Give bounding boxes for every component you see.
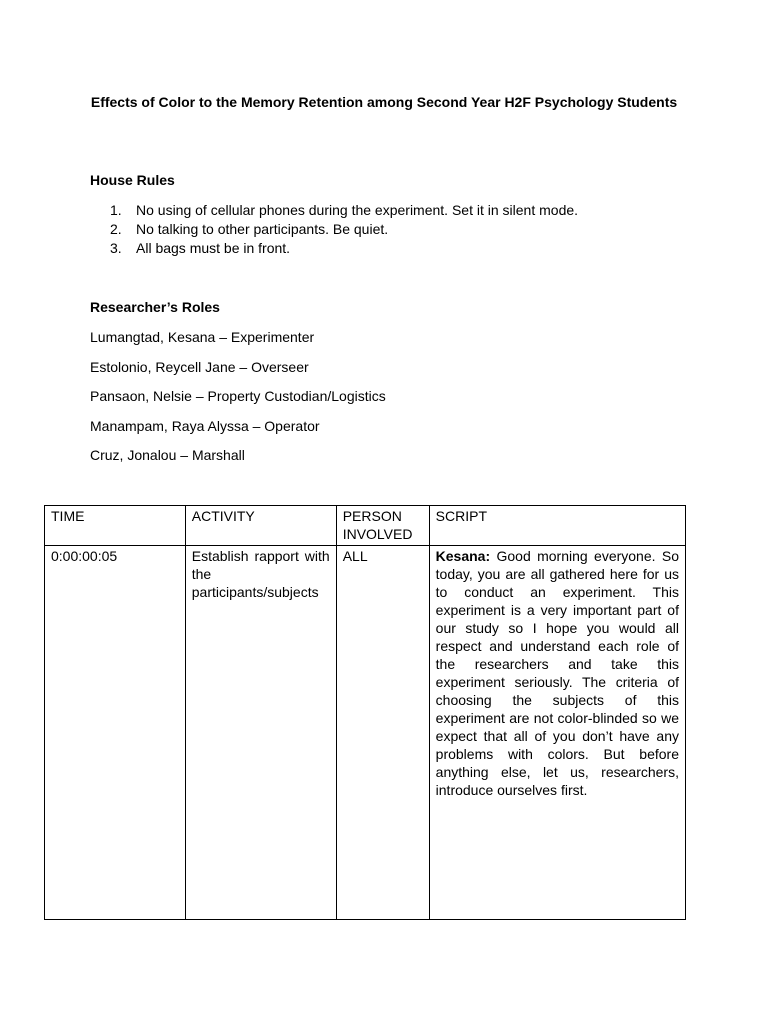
list-number: 1. [110,202,122,218]
header-time: TIME [45,506,186,546]
script-text: Good morning everyone. So today, you are all gathered here for us to conduct an experiment. This experiment is a very important part of our study so I hope you would all respect and understand each role of the researchers and take this experiment seriously. The criteria of choosing the subjects of this experiment are not color-blinded so we expect that all of you don’t have any problems with colors. But before anything else, let us, researchers, introduce ourselves first. [435,548,679,798]
document-title: Effects of Color to the Memory Retention among Second Year H2F Psychology Students [90,94,678,110]
schedule-table [44,505,686,920]
house-rules-heading: House Rules [90,172,175,188]
role-line: Pansaon, Nelsie – Property Custodian/Logistics [90,388,386,404]
table-row [45,546,686,920]
cell-time: 0:00:00:05 [45,546,186,920]
header-person-involved: PERSON INVOLVED [336,506,429,546]
rule-text: All bags must be in front. [136,240,291,256]
header-activity: ACTIVITY [185,506,336,546]
list-number: 3. [110,240,122,256]
cell-person: ALL [336,546,429,920]
list-item [110,239,578,258]
cell-activity: Establish rapport with the participants/subjects [185,546,336,920]
table-header-row [45,506,686,546]
role-line: Lumangtad, Kesana – Experimenter [90,329,315,345]
header-script: SCRIPT [429,506,685,546]
researchers-roles-heading: Researcher’s Roles [90,299,220,315]
rule-text: No using of cellular phones during the experiment. Set it in silent mode. [136,202,579,218]
cell-script [429,546,685,920]
role-line: Manampam, Raya Alyssa – Operator [90,418,320,434]
house-rules-list [110,201,578,258]
list-item [110,220,578,239]
speaker-name: Kesana: [435,548,491,564]
rule-text: No talking to other participants. Be quiet. [136,221,389,237]
list-item [110,201,578,220]
list-number: 2. [110,221,122,237]
role-line: Estolonio, Reycell Jane – Overseer [90,359,309,375]
role-line: Cruz, Jonalou – Marshall [90,447,245,463]
